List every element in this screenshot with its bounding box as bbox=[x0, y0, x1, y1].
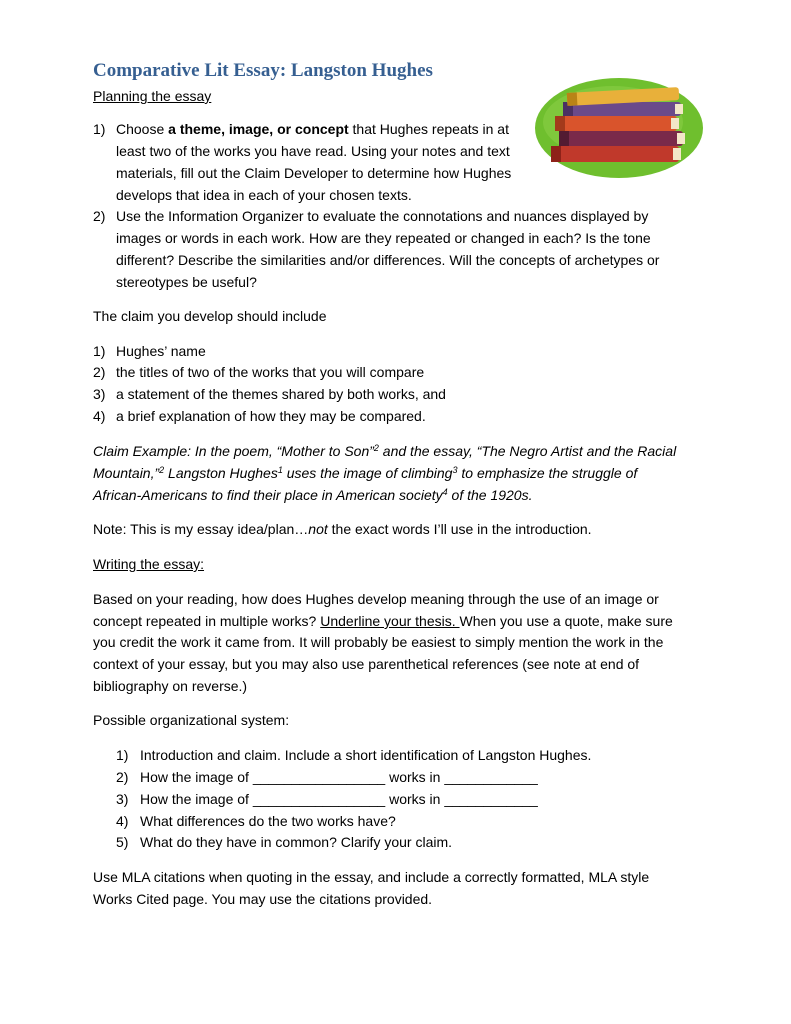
planning-heading: Planning the essay bbox=[93, 88, 212, 104]
claim-example-line-1: Claim Example: In the poem, “Mother to Son”$^2$ and the essay, “The Negro Artist and the Racial bbox=[93, 443, 677, 459]
stack-of-books-icon bbox=[533, 76, 705, 180]
org-item-5: What do they have in common? Clarify your claim. bbox=[140, 834, 453, 850]
closing-line-1: Use MLA citations when quoting in the essay, and include a correctly formatted, MLA style bbox=[93, 869, 650, 885]
planning-item-2-line-1: Use the Information Organizer to evaluate the connotations and nuances displayed by bbox=[116, 208, 649, 224]
planning-item-1-line-1: Choose a theme, image, or concept that Hughes repeats in at bbox=[116, 121, 509, 137]
planning-item-1-line-2: least two of the works you have read. Using your notes and text bbox=[116, 143, 510, 159]
planning-item-2-line-3: different? Describe the similarities and/or differences. Will the concepts of archetypes or bbox=[116, 252, 660, 268]
claim-item-4-number: 4) bbox=[93, 408, 106, 424]
planning-item-2-line-4: stereotypes be useful? bbox=[116, 274, 257, 290]
planning-item-1-bold: a theme, image, or concept bbox=[168, 121, 349, 137]
underline-thesis-instruction: Underline your thesis. bbox=[320, 613, 460, 629]
claim-item-4: a brief explanation of how they may be compared. bbox=[116, 408, 426, 424]
writing-paragraph-line-4: context of your essay, but you may also use parenthetical references (see note at end of bbox=[93, 656, 640, 672]
org-item-5-number: 5) bbox=[116, 834, 129, 850]
claim-example-line-3: African-Americans to find their place in American society$^4$ of the 1920s. bbox=[93, 487, 533, 503]
planning-item-1-number: 1) bbox=[93, 121, 106, 137]
writing-paragraph-line-5: bibliography on reverse.) bbox=[93, 678, 248, 694]
claim-item-1-number: 1) bbox=[93, 343, 106, 359]
org-item-2: How the image of _________________ works in ____________ bbox=[140, 769, 538, 785]
claim-intro: The claim you develop should include bbox=[93, 308, 327, 324]
closing-line-2: Works Cited page. You may use the citations provided. bbox=[93, 891, 433, 907]
planning-item-2-number: 2) bbox=[93, 208, 106, 224]
planning-item-1-line-3: materials, fill out the Claim Developer to determine how Hughes bbox=[116, 165, 512, 181]
org-item-1-number: 1) bbox=[116, 747, 129, 763]
page-title: Comparative Lit Essay: Langston Hughes bbox=[93, 60, 433, 81]
planning-item-1-line-4: develops that idea in each of your chosen texts. bbox=[116, 187, 412, 203]
claim-example-line-2: Mountain,”$^2$ Langston Hughes$^1$ uses the image of climbing$^3$ to emphasize the struggle of bbox=[93, 465, 638, 481]
planning-item-2-line-2: images or words in each work. How are they repeated or changed in each? Is the tone bbox=[116, 230, 651, 246]
org-item-3: How the image of _________________ works in ____________ bbox=[140, 791, 538, 807]
org-item-4: What differences do the two works have? bbox=[140, 813, 396, 829]
writing-paragraph-line-1: Based on your reading, how does Hughes develop meaning through the use of an image or bbox=[93, 591, 659, 607]
org-item-2-number: 2) bbox=[116, 769, 129, 785]
note-line: Note: This is my essay idea/plan…not the exact words I’ll use in the introduction. bbox=[93, 521, 592, 537]
org-item-1: Introduction and claim. Include a short identification of Langston Hughes. bbox=[140, 747, 592, 763]
claim-item-3: a statement of the themes shared by both works, and bbox=[116, 386, 446, 402]
claim-item-3-number: 3) bbox=[93, 386, 106, 402]
org-item-3-number: 3) bbox=[116, 791, 129, 807]
writing-paragraph-line-3: you credit the work it came from. It will probably be easiest to simply mention the work in the bbox=[93, 634, 664, 650]
claim-item-1: Hughes’ name bbox=[116, 343, 206, 359]
writing-paragraph-line-2: concept repeated in multiple works? Underline your thesis. When you use a quote, make sure bbox=[93, 613, 673, 629]
claim-item-2: the titles of two of the works that you will compare bbox=[116, 364, 425, 380]
writing-heading: Writing the essay: bbox=[93, 556, 205, 572]
claim-item-2-number: 2) bbox=[93, 364, 106, 380]
org-item-4-number: 4) bbox=[116, 813, 129, 829]
org-intro: Possible organizational system: bbox=[93, 712, 290, 728]
